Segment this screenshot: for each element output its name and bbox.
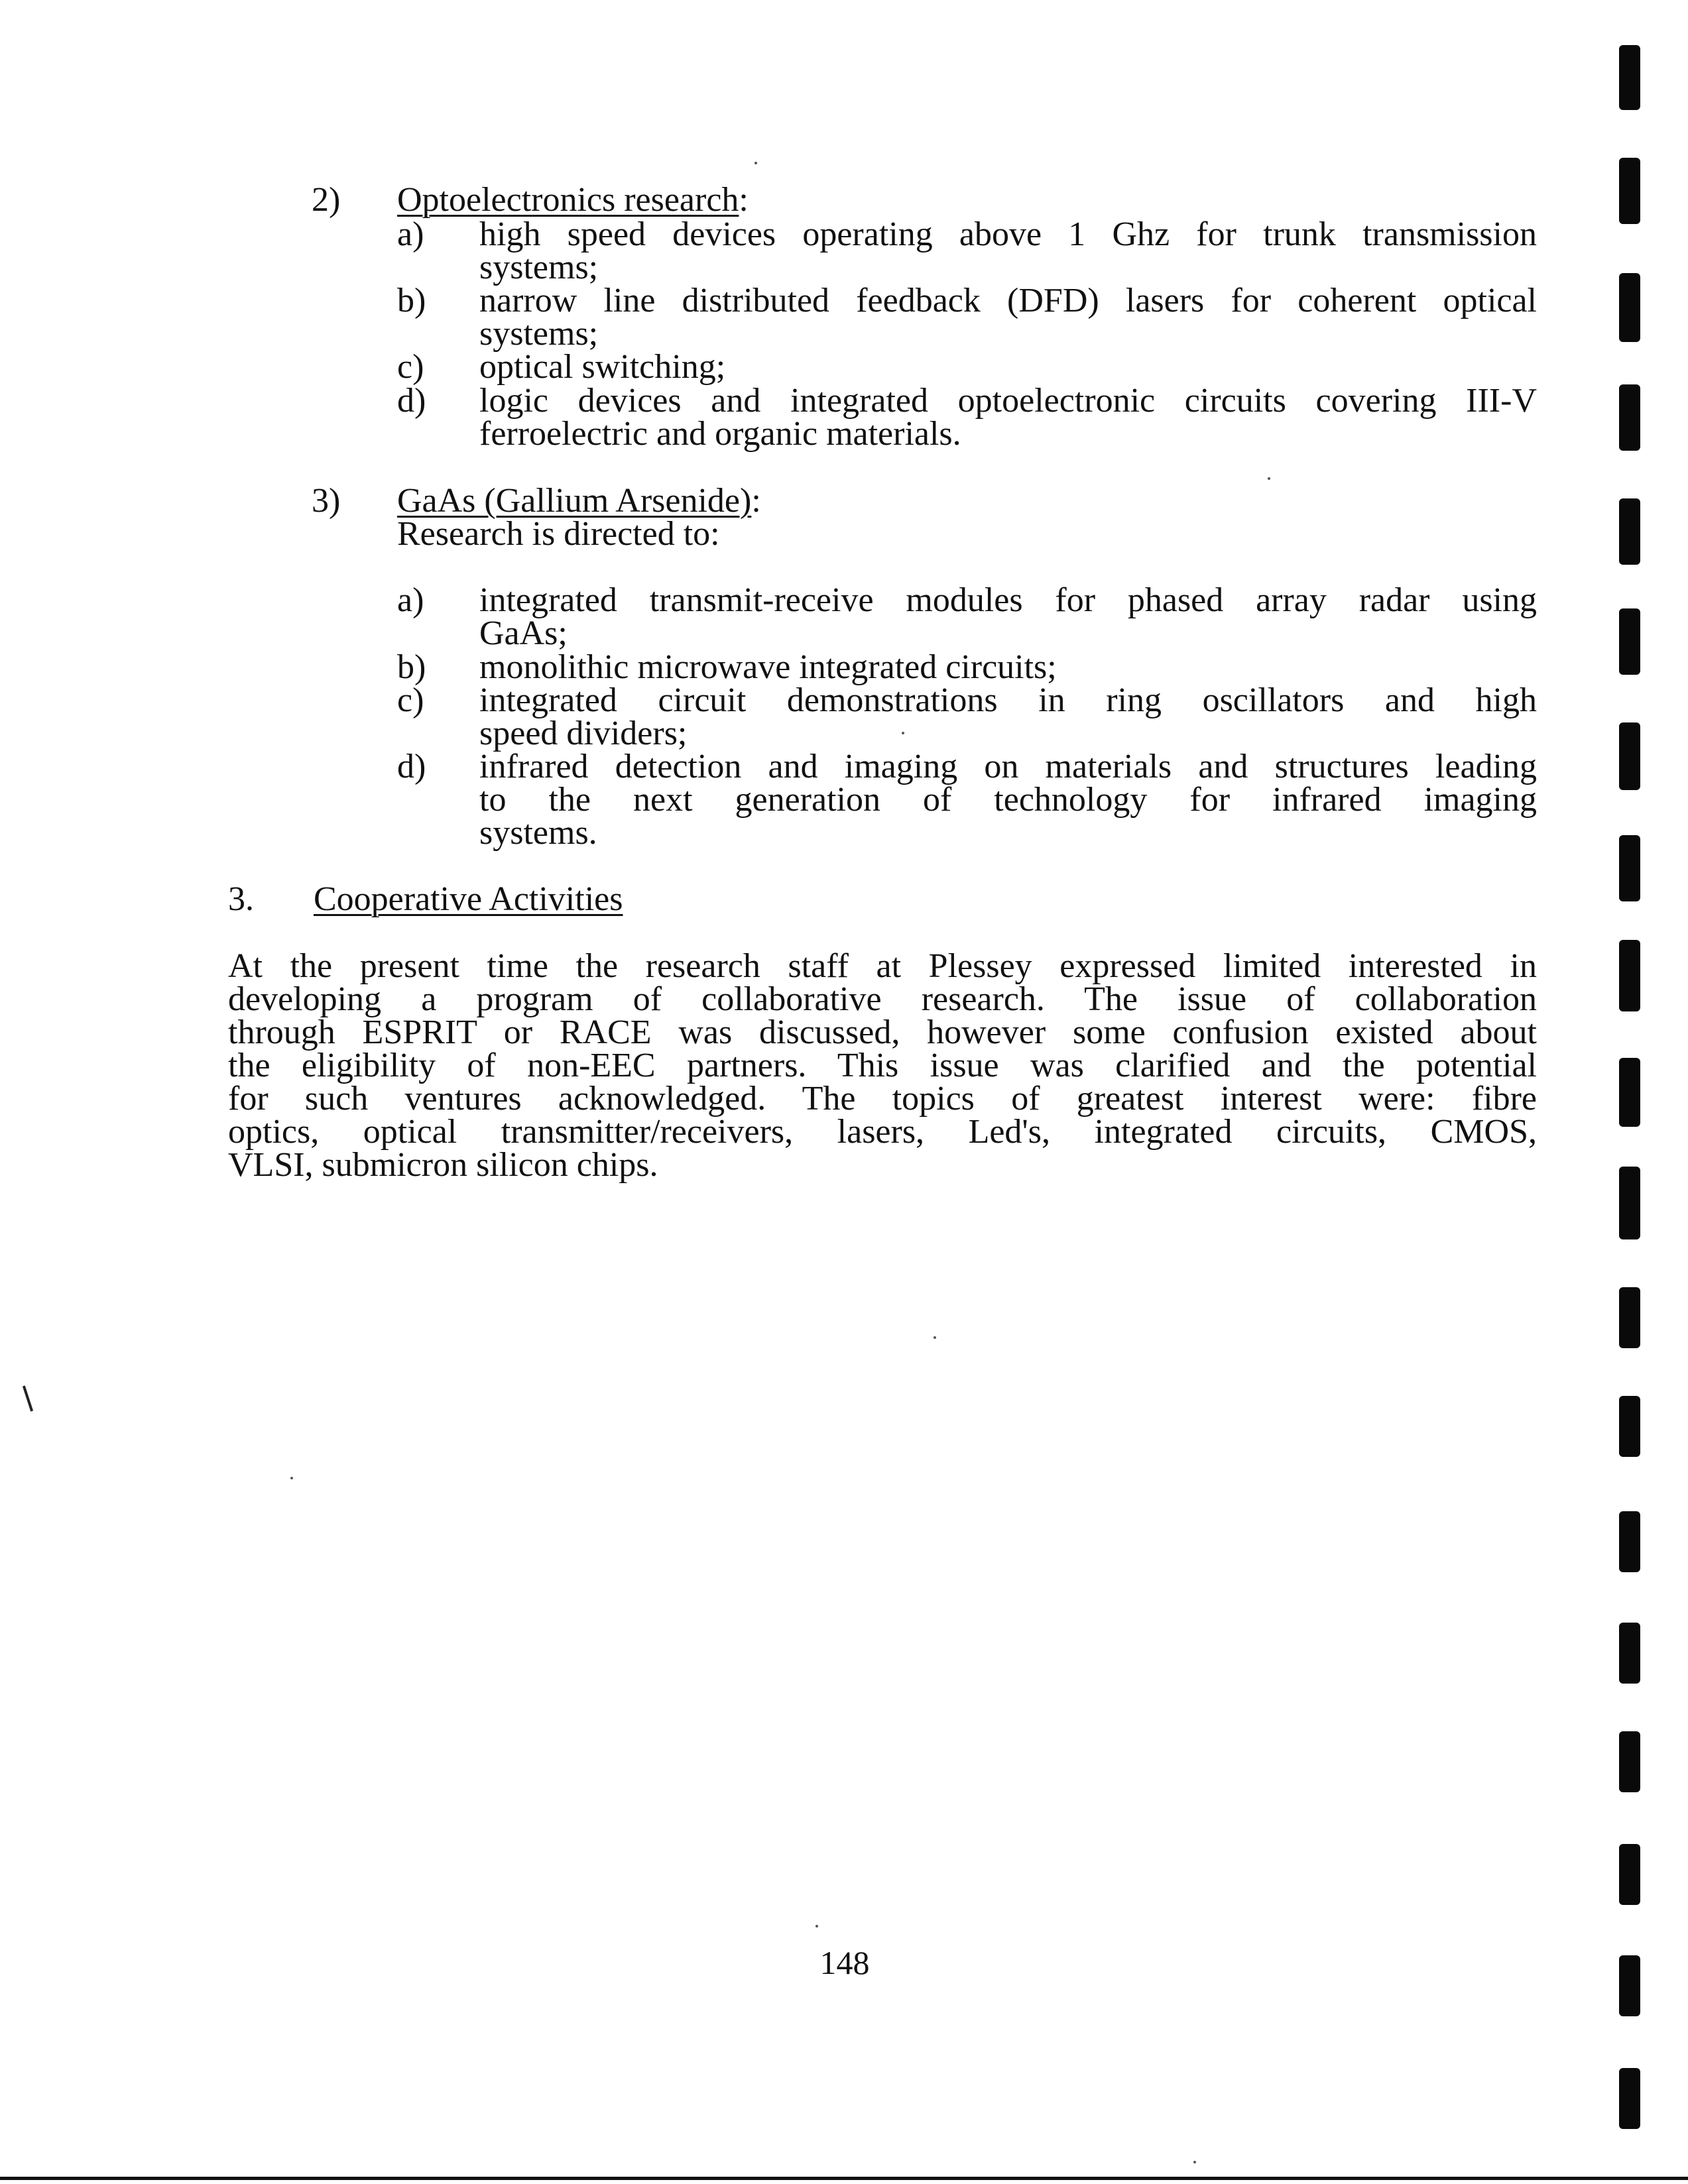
section-3-heading-colon: : [751,482,761,520]
section-3-heading-text: GaAs (Gallium Arsenide) [397,482,752,520]
binding-hole [1619,384,1640,451]
list-item-text: infrared detection and imaging on materials and structures leading [479,748,1537,785]
binding-hole [1619,1396,1640,1457]
list-item-text: systems; [479,315,599,353]
binding-hole [1619,1287,1640,1348]
binding-hole [1619,1167,1640,1239]
binding-hole [1619,498,1640,565]
section-3-number: 3) [312,482,341,520]
binding-hole [1619,1955,1640,2016]
binding-hole [1619,1623,1640,1684]
list-item-label: d) [397,748,426,785]
scan-speck [934,1336,936,1339]
binding-hole [1619,1731,1640,1792]
paragraph-line: developing a program of collaborative research. The issue of collaboration [228,980,1537,1018]
cooperative-number: 3. [228,880,254,918]
binding-hole [1619,1058,1640,1127]
scan-speck [754,162,757,164]
paragraph-line: VLSI, submicron silicon chips. [228,1146,658,1184]
binding-hole [1619,273,1640,342]
list-item-text: ferroelectric and organic materials. [479,415,961,453]
cooperative-heading-text: Cooperative Activities [314,880,623,918]
section-2-number: 2) [312,181,341,219]
section-2-heading-colon: : [739,181,749,219]
list-item-label: c) [397,348,424,386]
list-item-text: optical switching; [479,348,726,386]
binding-hole [1619,158,1640,224]
binding-hole [1619,940,1640,1011]
section-2-heading-text: Optoelectronics research [397,181,739,219]
list-item-label: a) [397,215,424,253]
scan-speck [290,1477,293,1479]
scan-mark [23,1385,33,1411]
list-item-label: d) [397,382,426,420]
binding-hole [1619,608,1640,675]
binding-hole [1619,2068,1640,2129]
scan-speck [1268,477,1270,480]
list-item-text: systems. [479,814,597,852]
list-item-text: logic devices and integrated optoelectronic circuits covering III-V [479,382,1537,420]
scan-speck [1193,2161,1196,2163]
binding-hole [1619,835,1640,901]
section-3-heading [397,484,761,518]
list-item-text: monolithic microwave integrated circuits; [479,648,1057,686]
binding-hole [1619,45,1640,110]
binding-hole [1619,1511,1640,1572]
list-item-text: integrated transmit-receive modules for phased array radar using [479,581,1537,619]
list-item-text: speed dividers; [479,715,688,752]
list-item-label: c) [397,681,424,719]
bottom-border [0,2177,1688,2180]
list-item-label: b) [397,282,426,319]
list-item-text: integrated circuit demonstrations in ring oscillators and high [479,681,1537,719]
list-item-text: GaAs; [479,614,568,652]
list-item-text: high speed devices operating above 1 Ghz for trunk transmission [479,215,1537,253]
paragraph-line: At the present time the research staff at Plessey expressed limited interested in [228,947,1537,985]
list-item-text: systems; [479,249,599,286]
paragraph-line: the eligibility of non-EEC partners. This issue was clarified and the potential [228,1047,1537,1084]
list-item-text: to the next generation of technology for infrared imaging [479,781,1537,819]
binding-hole [1619,1844,1640,1905]
paragraph-line: through ESPRIT or RACE was discussed, however some confusion existed about [228,1013,1537,1051]
binding-hole [1619,722,1640,790]
list-item-text: narrow line distributed feedback (DFD) lasers for coherent optical [479,282,1537,319]
section-2-heading [397,183,749,217]
page-number: 148 [819,1944,870,1981]
section-3-intro: Research is directed to: [397,515,720,553]
scan-speck [902,732,904,734]
paragraph-line: for such ventures acknowledged. The topics of greatest interest were: fibre [228,1080,1537,1118]
paragraph-line: optics, optical transmitter/receivers, lasers, Led's, integrated circuits, CMOS, [228,1113,1537,1151]
list-item-label: a) [397,581,424,619]
cooperative-heading [314,882,623,917]
list-item-label: b) [397,648,426,686]
scan-speck [815,1925,818,1927]
